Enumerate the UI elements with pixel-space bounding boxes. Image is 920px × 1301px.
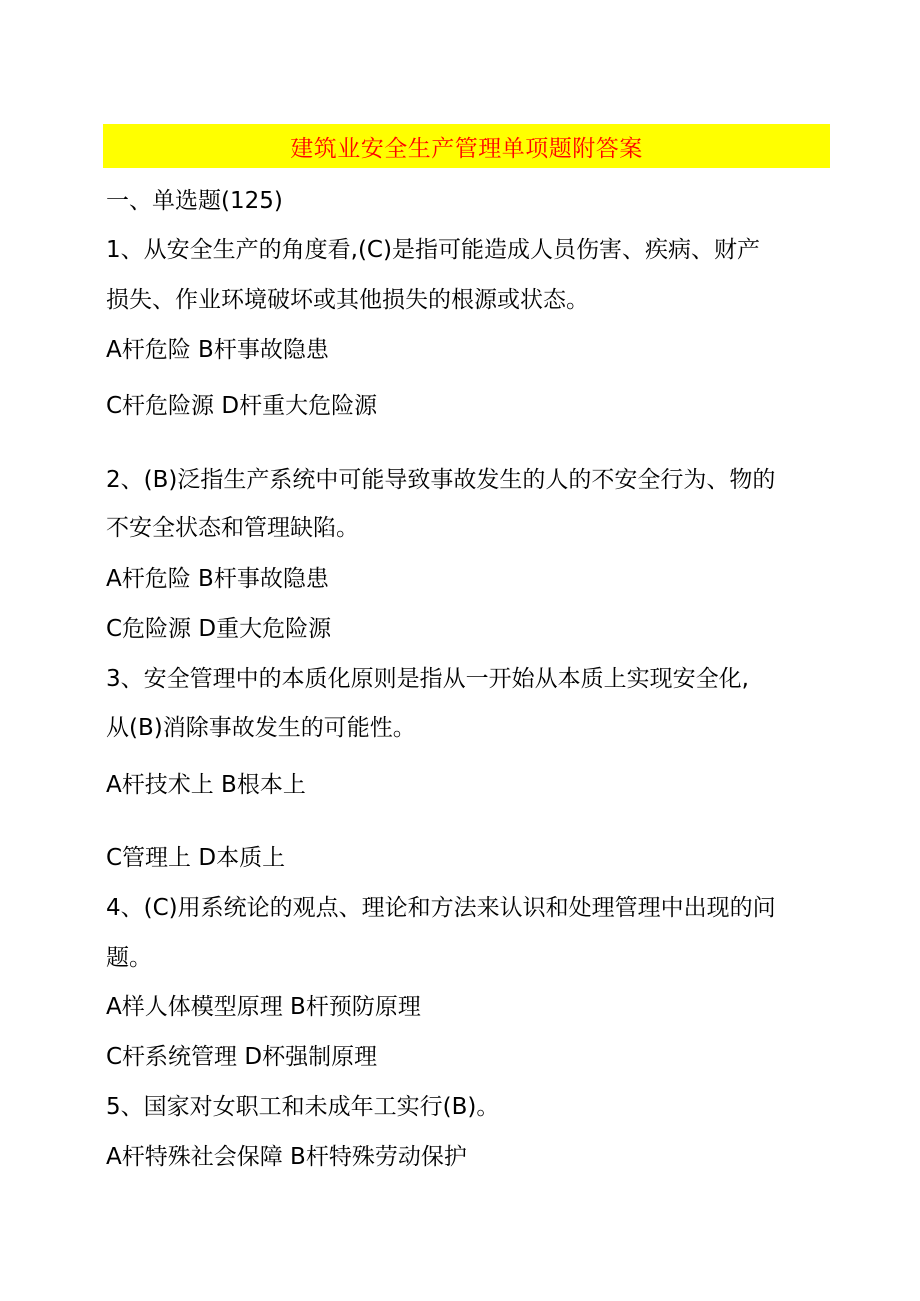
section-heading: 一、单选题(125) bbox=[106, 188, 283, 214]
question-1-line-1: 1、从安全生产的角度看,(C)是指可能造成人员伤害、疾病、财产 bbox=[106, 237, 760, 263]
question-1-options-ab: A杆危险 B杆事故隐患 bbox=[106, 337, 329, 363]
question-5-line-1: 5、国家对女职工和未成年工实行(B)。 bbox=[106, 1094, 500, 1120]
question-3-options-ab: A杆技术上 B根本上 bbox=[106, 772, 306, 798]
question-1-line-2: 损失、作业环境破坏或其他损失的根源或状态。 bbox=[106, 287, 589, 313]
question-4-line-1: 4、(C)用系统论的观点、理论和方法来认识和处理管理中出现的问 bbox=[106, 895, 776, 921]
question-1-options-cd: C杆危险源 D杆重大危险源 bbox=[106, 393, 378, 419]
question-3-options-cd: C管理上 D本质上 bbox=[106, 845, 286, 871]
question-5-options-ab: A杆特殊社会保障 B杆特殊劳动保护 bbox=[106, 1144, 467, 1170]
question-3-line-1: 3、安全管理中的本质化原则是指从一开始从本质上实现安全化, bbox=[106, 666, 749, 692]
question-2-line-2: 不安全状态和管理缺陷。 bbox=[106, 515, 359, 541]
question-4-options-cd: C杆系统管理 D杯强制原理 bbox=[106, 1044, 378, 1070]
question-2-line-1: 2、(B)泛指生产系统中可能导致事故发生的人的不安全行为、物的 bbox=[106, 467, 776, 493]
question-4-line-2: 题。 bbox=[106, 945, 152, 971]
question-2-options-ab: A杆危险 B杆事故隐患 bbox=[106, 566, 329, 592]
question-2-options-cd: C危险源 D重大危险源 bbox=[106, 616, 332, 642]
question-4-options-ab: A样人体模型原理 B杆预防原理 bbox=[106, 994, 421, 1020]
question-3-line-2: 从(B)消除事故发生的可能性。 bbox=[106, 715, 416, 741]
title-banner bbox=[103, 124, 830, 168]
document-title: 建筑业安全生产管理单项题附答案 bbox=[290, 135, 643, 162]
